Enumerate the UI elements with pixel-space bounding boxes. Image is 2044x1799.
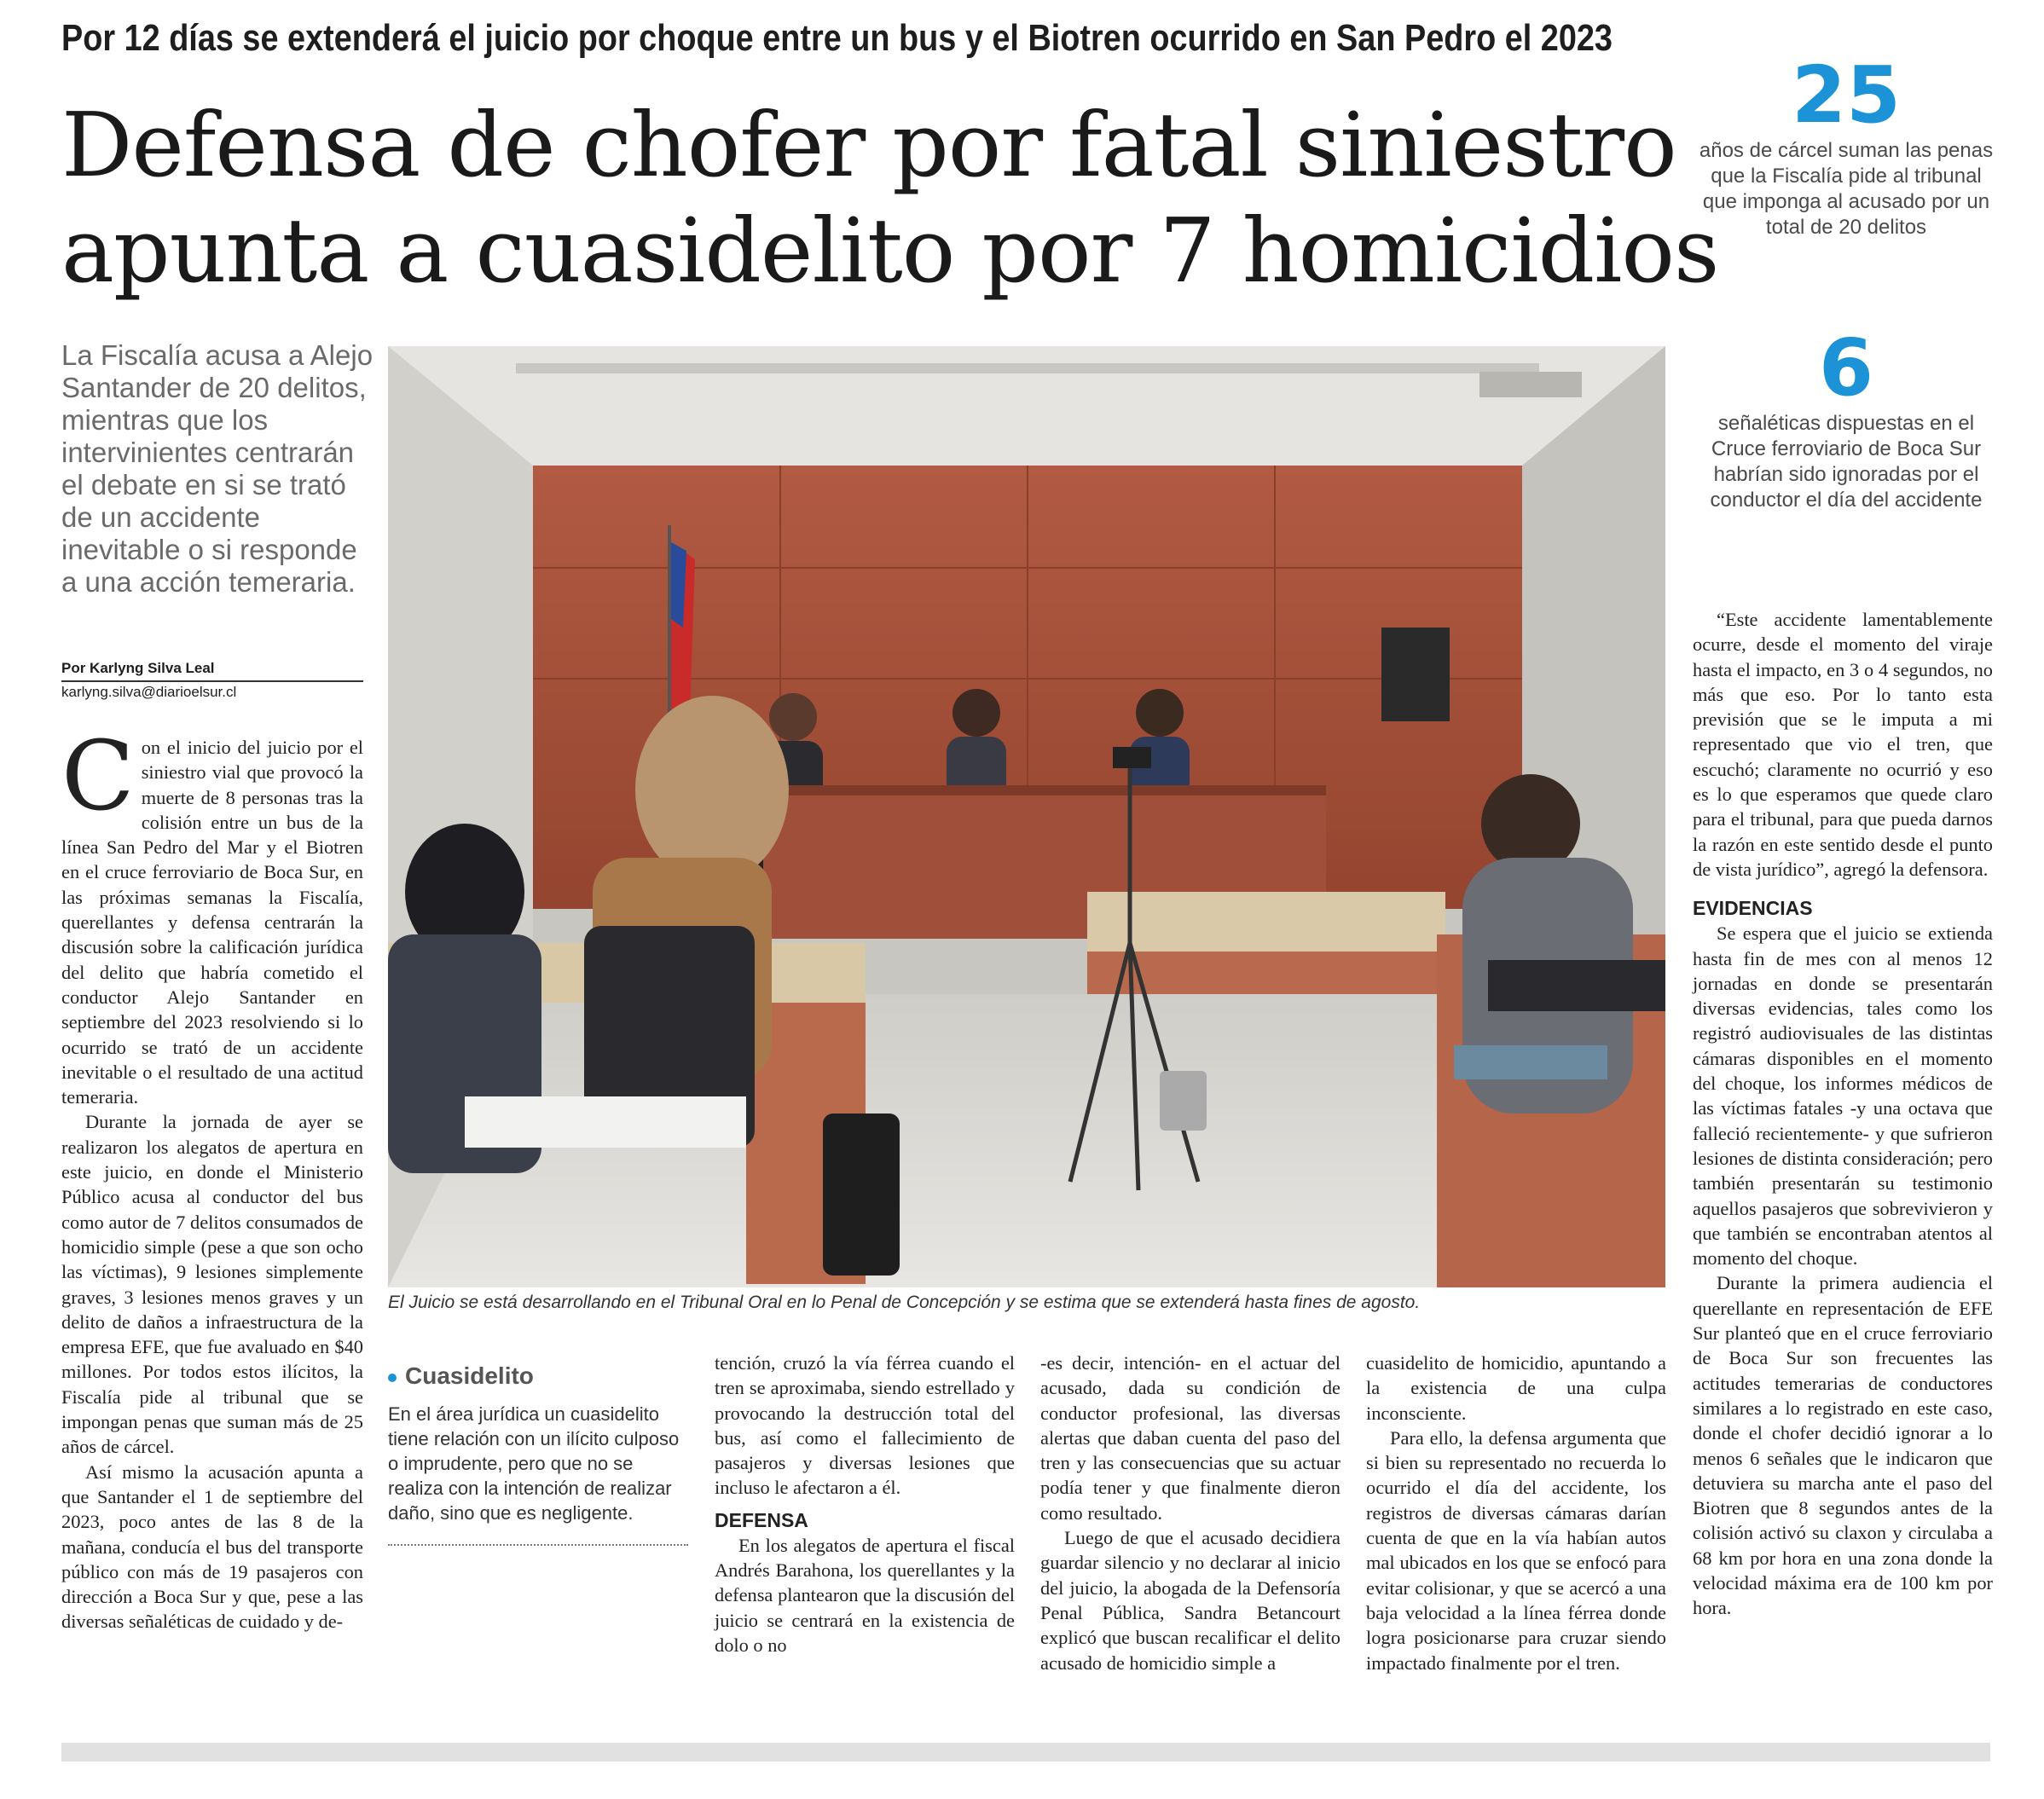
info-box-title-text: Cuasidelito [405, 1362, 534, 1389]
article-column-5 [1366, 1351, 1666, 1675]
article-column-3 [715, 1351, 1015, 1657]
info-box-divider [388, 1544, 688, 1546]
headline-line-2: apunta a cuasidelito por 7 homicidios [61, 199, 1719, 303]
stat-text: años de cárcel suman las penas que la Fiscalía pide al tribunal que imponga al acusado por un total de 20 delitos [1699, 139, 1994, 239]
byline-email: karlyng.silva@diarioelsur.cl [61, 684, 237, 700]
info-box-cuasidelito [388, 1362, 688, 1546]
stat-text: señaléticas dispuestas en el Cruce ferroviario de Boca Sur habrían sido ignoradas por el conductor el día del accidente [1710, 412, 1983, 512]
byline [61, 658, 363, 703]
paragraph: Para ello, la defensa argumenta que si bien su representado no recuerda lo ocurrido el día del accidente, los registros de diversas cámaras darían cuenta de que en la vía habían autos mal ubicados en los que se enfocó para evitar colisionar, y que se acercó a una baja velocidad a la línea férrea donde logra posicionarse para cruzar siendo impactado finalmente por el tren. [1366, 1426, 1666, 1674]
paragraph: Durante la primera audiencia el querellante en representación de EFE Sur planteó que en el cruce ferroviario de Boca Sur son frecuentes las actitudes temerarias de conductores similares a lo registrado en este caso, donde el chofer decidió ignorar a lo menos 6 señales que le indicaron que detuviera su marcha ante el paso del Biotren que 8 segundos antes de la colisión activó su claxon y circulaba a 68 km por hora en una zona donde la velocidad máxima era de 100 km por hora. [1693, 1272, 1993, 1619]
paragraph: En los alegatos de apertura el fiscal Andrés Barahona, los querellantes y la defensa plantearon que la discusión del juicio se centrará en la existencia de dolo o no [715, 1534, 1015, 1656]
paragraph: Luego de que el acusado decidiera guardar silencio y no declarar al inicio del juicio, la abogada de la Defensoría Penal Pública, Sandra Betancourt explicó que buscan recalificar el delito acusado de homicidio simple a [1040, 1527, 1340, 1674]
paragraph: cuasidelito de homicidio, apuntando a la existencia de una culpa inconsciente. [1366, 1352, 1666, 1424]
dropcap: C [61, 721, 135, 832]
info-box-text: En el área jurídica un cuasidelito tiene relación con un ilícito culposo o imprudente, pero que no se realiza con la intención de realizar daño, sino que es negligente. [388, 1403, 680, 1524]
stat-number: 25 [1791, 49, 1902, 141]
paragraph: Se espera que el juicio se extienda hasta fin de mes con al menos 12 jornadas en donde se presentarán diversas evidencias, tales como los registró audiovisuales de las distintas cámaras disponibles en el momento del choque, los informes médicos de las víctimas fatales -y una octava que falleció recientemente- y que sufrieron lesiones de distinta consideración; pero también presentarán su testimonio aquellos pasajeros que sobrevivieron y que también se encontraban atentos al momento del choque. [1693, 923, 1993, 1270]
stat-number: 6 [1818, 322, 1873, 414]
stat-25 [1693, 49, 2000, 240]
section-head-evidencias: EVIDENCIAS [1693, 897, 1813, 920]
byline-name: Por Karlyng Silva Leal [61, 658, 363, 682]
article-column-1 [61, 721, 363, 1634]
footer-bar [61, 1743, 1990, 1761]
stat-6 [1693, 322, 2000, 513]
deck: La Fiscalía acusa a Alejo Santander de 20 delitos, mientras que los intervinientes centrarán el debate en si se trató de un accidente inevitable o si responde a una acción temeraria. [61, 339, 373, 598]
courtroom-illustration [388, 346, 1665, 1287]
paragraph: Así mismo la acusación apunta a que Santander el 1 de septiembre del 2023, poco antes de las 8 de la mañana, conducía el bus del transporte público con más de 19 pasajeros con dirección a Boca Sur y que, pese a las diversas señaléticas de cuidado y de- [61, 1461, 363, 1633]
paragraph: “Este accidente lamentablemente ocurre, desde el momento del viraje hasta el impacto, en 3 o 4 segundos, no más que eso. Por lo tanto esta previsión que se le imputa a mi representado que vio el tren, que escuchó; claramente no ocurrió y eso es lo que esperamos que quede claro para el tribunal, para que pueda darnos la razón en este sentido desde el punto de vista jurídico”, agregó la defensora. [1693, 609, 1993, 880]
courtroom-photo [388, 346, 1665, 1287]
headline-line-1: Defensa de chofer por fatal siniestro [61, 93, 1676, 197]
bullet-icon [388, 1374, 397, 1382]
photo-caption: El Juicio se está desarrollando en el Tribunal Oral en lo Penal de Concepción y se estima que se extenderá hasta fines de agosto. [388, 1293, 1421, 1312]
info-box-title [388, 1362, 688, 1390]
paragraph: on el inicio del juicio por el siniestro vial que provocó la muerte de 8 personas tras la colisión entre un bus de la línea San Pedro del Mar y el Biotren en el cruce ferroviario de Boca Sur, en las próximas semanas la Fiscalía, querellantes y defensa centrarán la discusión sobre la calificación jurídica del delito que habría cometido el conductor Alejo Santander en septiembre del 2023 resolviendo si lo ocurrido se trató de un accidente inevitable o el resultado de una actitud temeraria. [61, 737, 363, 1108]
headline [61, 92, 1719, 304]
paragraph: -es decir, intención- en el actuar del acusado, dada su condición de conductor profesional, las diversas alertas que daban cuenta del paso del tren y las consecuencias que su actuar podía tener y que finalmente dieron como resultado. [1040, 1352, 1340, 1524]
paragraph: tención, cruzó la vía férrea cuando el tren se aproximaba, siendo estrellado y provocando la destrucción total del bus, así como el fallecimiento de pasajeros y diversas lesiones que incluso le afectaron a él. [715, 1352, 1015, 1499]
kicker: Por 12 días se extenderá el juicio por choque entre un bus y el Biotren ocurrido en San Pedro el 2023 [61, 17, 1613, 59]
section-head-defensa: DEFENSA [715, 1508, 808, 1531]
article-column-6 [1693, 607, 1993, 1621]
paragraph: Durante la jornada de ayer se realizaron los alegatos de apertura en este juicio, en donde el Ministerio Público acusa al conductor del bus como autor de 7 delitos consumados de homicidio simple (pese a que son ocho las víctimas), 9 lesiones simplemente graves, 3 lesiones menos graves y un delito de daños a infraestructura de la empresa EFE, que fue avaluado en $40 millones. Por todos estos ilícitos, la Fiscalía pide al tribunal que se impongan penas que suman más de 25 años de cárcel. [61, 1111, 363, 1458]
article-column-4 [1040, 1351, 1340, 1675]
